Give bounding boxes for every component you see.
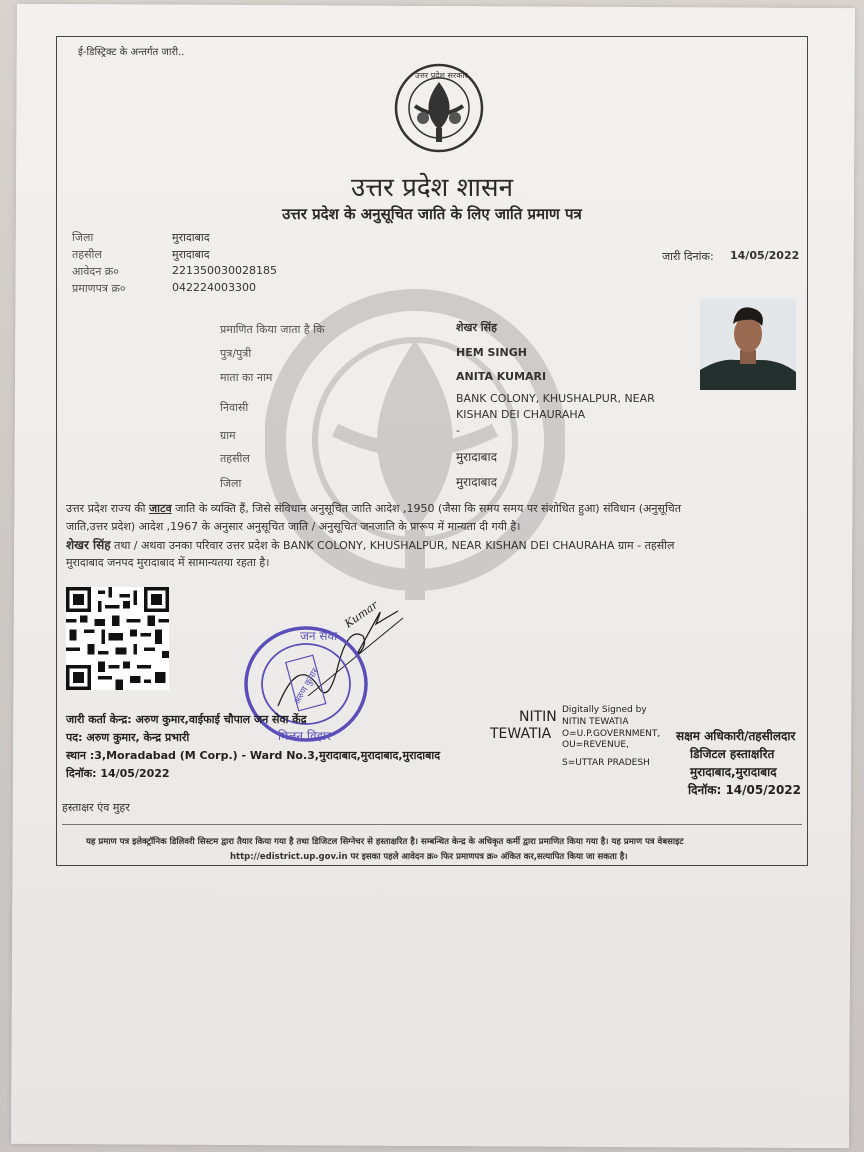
edistrict-note: ई-डिस्ट्रिक्ट के अन्तर्गत जारी.. xyxy=(78,47,185,58)
certified-label: प्रमाणित किया जाता है कि xyxy=(220,323,325,336)
father-name: HEM SINGH xyxy=(456,346,527,359)
caste-name: जाटव xyxy=(149,502,172,515)
details-district-label: जिला xyxy=(220,477,242,490)
body-line-1 xyxy=(66,500,681,518)
body-line1-end: जाति के व्यक्ति हैं, जिसे संविधान अनुसूचित जाति आदेश ,1950 (जैसा कि समय समय पर संशोधित हुआ) संविधान (अनुसूचित xyxy=(175,502,682,515)
tehsil-label: तहसील xyxy=(72,248,102,261)
digital-state: S=UTTAR PRADESH xyxy=(562,758,650,768)
district-label: जिला xyxy=(72,231,94,244)
details-tehsil-label: तहसील xyxy=(220,452,250,465)
issue-date-value: 14/05/2022 xyxy=(730,249,800,262)
village-label: ग्राम xyxy=(220,429,236,442)
tehsil-value: मुरादाबाद xyxy=(172,248,210,261)
authority-date: दिनॉक: 14/05/2022 xyxy=(688,783,802,797)
digital-signer-last-name: TEWATIA xyxy=(490,726,552,742)
residence-label: निवासी xyxy=(220,401,249,414)
authority-digital: डिजिटल हस्ताक्षरित xyxy=(690,747,775,761)
issuer-post: पद: अरुण कुमार, केन्द्र प्रभारी xyxy=(66,731,190,744)
stamp-top-text: जन सेवा xyxy=(300,629,338,643)
qr-code-icon[interactable] xyxy=(66,587,169,690)
stamp-middle-text: अरुण कुमार xyxy=(292,666,322,707)
footer-line-2: http://edistrict.up.gov.in पर इसका पहले आवेदन क्र० फिर प्रमाणपत्र क्र० अंकित कर,सत्यापित किया जा सकता है। xyxy=(230,852,628,862)
details-district-value: मुरादाबाद xyxy=(456,475,498,489)
issuer-center: जारी कर्ता केन्द्र: अरुण कुमार,वाईफाई चौपाल जन सेवा केंद्र xyxy=(66,713,307,726)
mother-name: ANITA KUMARI xyxy=(456,370,547,383)
stamp-bottom-text: मिलन विहार xyxy=(278,729,332,743)
digital-signer: NITIN TEWATIA xyxy=(562,717,629,727)
footer-line-1: यह प्रमाण पत्र इलेक्ट्रॉनिक डिलिवरी सिस्टम द्वारा तैयार किया गया है तथा डिजिटल सिग्नेचर से हस्ताक्षरित है। सम्बन्धित केन्द्र के अधिकृत कर्मी द्वारा प्रमाणित किया गया है। यह प्रमाण पत्र वेबसाइट xyxy=(86,837,684,847)
application-value: 221350030028185 xyxy=(172,264,277,277)
body-line3-text: तथा / अथवा उनका परिवार उत्तर प्रदेश के BANK COLONY, KHUSHALPUR, NEAR KISHAN DEI CHAURAHA ग्राम - तहसील xyxy=(114,539,675,552)
district-value: मुरादाबाद xyxy=(172,231,210,244)
digital-signer-first-name: NITIN xyxy=(519,709,557,725)
authority-place: मुरादाबाद,मुरादाबाद xyxy=(690,765,777,779)
issuer-place: स्थान :3,Moradabad (M Corp.) - Ward No.3,मुरादाबाद,मुरादाबाद,मुरादाबाद xyxy=(66,749,441,762)
issuer-date: दिनॉक: 14/05/2022 xyxy=(66,767,170,780)
page-subtitle: उत्तर प्रदेश के अनुसूचित जाति के लिए जाति प्रमाण पत्र xyxy=(282,205,582,223)
page-title: उत्तर प्रदेश शासन xyxy=(350,173,514,203)
certificate-number-label: प्रमाणपत्र क्र० xyxy=(72,282,126,295)
village-value: - xyxy=(456,424,460,437)
body-line1-start: उत्तर प्रदेश राज्य की xyxy=(66,502,146,515)
details-tehsil-value: मुरादाबाद xyxy=(456,450,498,464)
certificate-number-value: 042224003300 xyxy=(172,281,256,294)
body-line-3 xyxy=(66,536,674,555)
sign-and-seal-label: हस्ताक्षर एंव मुहर xyxy=(62,801,130,814)
digital-ou: OU=REVENUE, xyxy=(562,740,629,750)
body-line-4: मुरादाबाद जनपद मुरादाबाद में सामान्यतया रहता है। xyxy=(66,556,270,569)
footer-divider xyxy=(62,824,802,825)
signature-text: Kumar xyxy=(342,598,381,631)
digitally-signed-by: Digitally Signed by xyxy=(562,705,647,715)
applicant-photo xyxy=(700,298,796,390)
emblem-text: उत्तर प्रदेश सरकार xyxy=(415,71,468,80)
residence-line2: KISHAN DEI CHAURAHA xyxy=(456,408,586,421)
body-line-2: जाति,उत्तर प्रदेश) आदेश ,1967 के अनुसार अनुसूचित जाति / अनुसूचित जनजाति के प्रारूप में मान्यता दी गयी है। xyxy=(66,520,521,533)
digital-org: O=U.P.GOVERNMENT, xyxy=(562,729,661,739)
mother-label: माता का नाम xyxy=(220,371,273,384)
residence-line1: BANK COLONY, KHUSHALPUR, NEAR xyxy=(456,392,655,405)
father-label: पुत्र/पुत्री xyxy=(220,347,252,360)
issue-date-label: जारी दिनांक: xyxy=(662,250,714,263)
applicant-name-bold: शेखर सिंह xyxy=(66,538,111,552)
authority-title: सक्षम अधिकारी/तहसीलदार xyxy=(676,729,796,743)
application-label: आवेदन क्र० xyxy=(72,265,119,278)
certified-name: शेखर सिंह xyxy=(456,321,497,334)
